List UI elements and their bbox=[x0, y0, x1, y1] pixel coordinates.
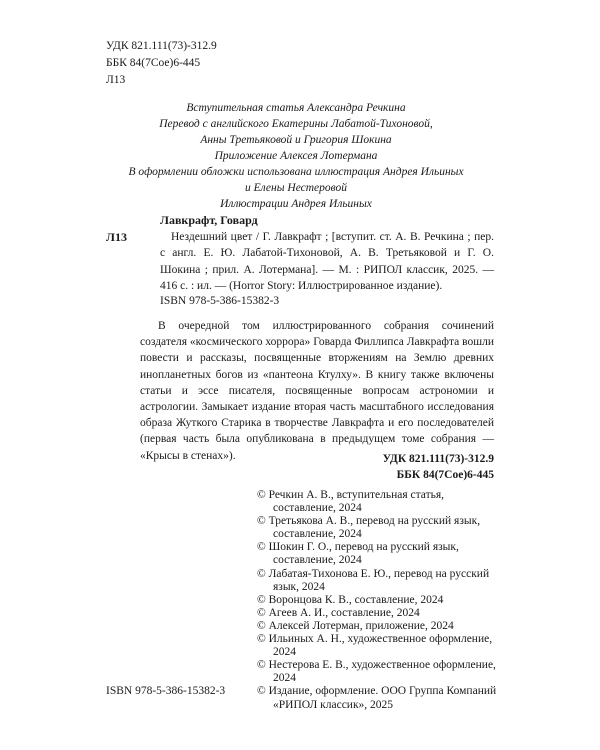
copyright-list bbox=[257, 489, 497, 712]
copyright-line: © Агеев А. И., составление, 2024 bbox=[257, 606, 420, 619]
copyright-line: © Воронцова К. В., составление, 2024 bbox=[257, 593, 444, 606]
credit-line: Анны Третьяковой и Григория Шокина bbox=[200, 134, 392, 146]
classification-codes-right bbox=[383, 451, 494, 483]
credit-line: Перевод с английского Екатерины Лабатой-Тихоновой, bbox=[159, 118, 433, 130]
credit-line: Приложение Алексея Лотермана bbox=[214, 150, 378, 162]
author-sign: Л13 bbox=[106, 74, 126, 86]
credit-line: В оформлении обложки использована иллюстрация Андрея Ильиных bbox=[128, 166, 464, 178]
credits-block bbox=[100, 100, 492, 212]
copyright-line: © Лабатая-Тихонова Е. Ю., перевод на русский язык, 2024 bbox=[257, 567, 490, 593]
bbk-code-right: ББК 84(7Сое)6-445 bbox=[396, 469, 494, 481]
record-isbn: ISBN 978-5-386-15382-3 bbox=[160, 295, 280, 307]
copyright-line: © Нестерова Е. В., художественное оформление, 2024 bbox=[257, 659, 496, 685]
copyright-line: © Алексей Лотерман, приложение, 2024 bbox=[257, 619, 454, 632]
bbk-code: ББК 84(7Сое)6-445 bbox=[106, 57, 201, 69]
copyright-line: © Речкин А. В., вступительная статья, составление, 2024 bbox=[257, 489, 445, 515]
udk-code: УДК 821.111(73)-312.9 bbox=[106, 40, 217, 52]
record-description: Нездешний цвет / Г. Лавкрафт ; [вступит. ст. А. В. Речкина ; пер. с англ. Е. Ю. Лабатой-Тихоновой, А. В. Третьяковой и Г. О. Шокина ; прил. А. Лотермана]. — М. : РИПОЛ классик, 2025. — 416 с. : ил. — (Horror Story: Иллюстрированное издание). bbox=[160, 230, 494, 292]
credit-line: и Елены Нестеровой bbox=[244, 182, 348, 194]
udk-code-right: УДК 821.111(73)-312.9 bbox=[382, 453, 494, 465]
credit-line: Вступительная статья Александра Речкина bbox=[186, 102, 406, 114]
bibliographic-record bbox=[160, 212, 494, 295]
record-author: Лавкрафт, Говард bbox=[160, 213, 258, 227]
copyright-line: © Ильиных А. Н., художественное оформление, 2024 bbox=[257, 633, 493, 659]
credit-line: Иллюстрации Андрея Ильиных bbox=[220, 198, 372, 210]
isbn-bottom: ISBN 978-5-386-15382-3 bbox=[106, 685, 226, 697]
annotation-text: В очередной том иллюстрированного собрания сочинений создателя «космического хоррора» Говарда Филлипса Лавкрафта вошли повести и рассказы, посвященные вторжениям на Землю древних инопланетных богов из «пантеона Ктулху». В книгу также включены статьи и эссе писателя, посвященные вопросам астрономии и астрологии. Замыкает издание вторая часть масштабного исследования образа Жуткого Старика в творчестве Лавкрафта и его последователей (первая часть была опубликована в предыдущем томе собрания — «Крысы в стенах»). bbox=[140, 320, 494, 462]
classification-codes bbox=[106, 38, 217, 89]
copyright-line: © Третьякова А. В., перевод на русский язык, составление, 2024 bbox=[257, 515, 481, 541]
copyright-line: © Издание, оформление. ООО Группа Компаний «РИПОЛ классик», 2025 bbox=[257, 685, 497, 711]
copyright-line: © Шокин Г. О., перевод на русский язык, составление, 2024 bbox=[257, 541, 459, 567]
record-author-sign: Л13 bbox=[106, 230, 127, 244]
